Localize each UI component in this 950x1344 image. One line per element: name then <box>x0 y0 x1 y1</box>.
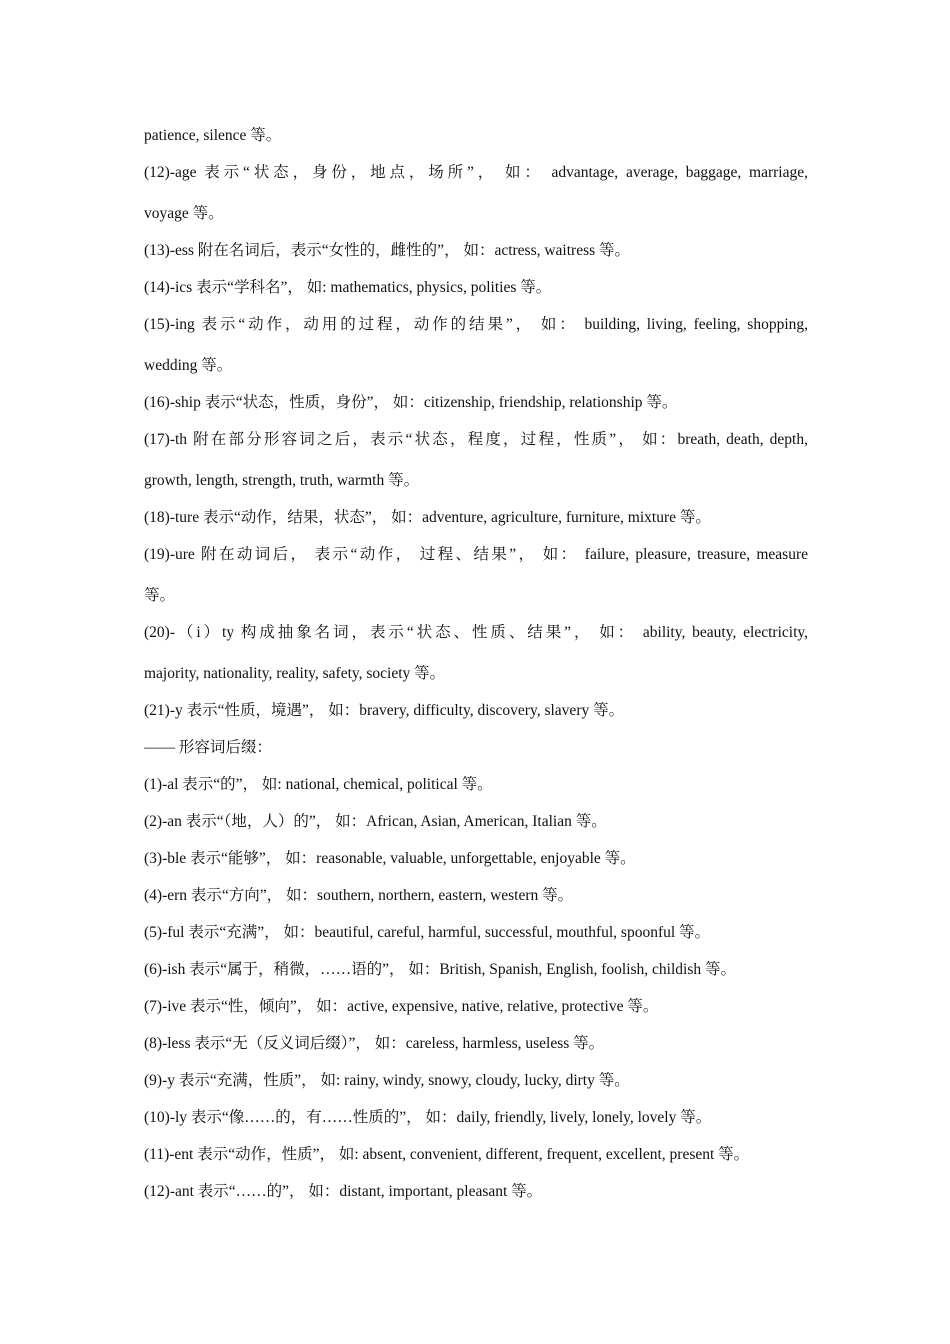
document-body <box>144 122 808 1215</box>
text-line: (6)-ish 表示“属于，稍微，……语的”， 如：British, Spanish, English, foolish, childish 等。 <box>144 961 736 978</box>
text-line: (16)-ship 表示“状态，性质，身份”， 如：citizenship, friendship, relationship 等。 <box>144 394 678 411</box>
text-line: (11)-ent 表示“动作，性质”， 如: absent, convenient, different, frequent, excellent, present 等。 <box>144 1146 750 1163</box>
text-line: growth, length, strength, truth, warmth 等。 <box>144 472 420 489</box>
text-line: (2)-an 表示“（地，人）的”， 如：African, Asian, American, Italian 等。 <box>144 813 607 830</box>
text-line: (13)-ess 附在名词后，表示“女性的，雌性的”， 如：actress, waitress 等。 <box>144 242 631 259</box>
text-line: (19)-ure 附在动词后， 表示“动作， 过程、结果”， 如： failure, pleasure, treasure, measure <box>144 546 808 563</box>
text-line: (14)-ics 表示“学科名”， 如: mathematics, physics, polities 等。 <box>144 279 552 296</box>
text-line: (12)-age 表示“状态，身份，地点，场所”， 如： advantage, average, baggage, marriage, <box>144 164 808 181</box>
text-line: (5)-ful 表示“充满”， 如：beautiful, careful, harmful, successful, mouthful, spoonful 等。 <box>144 924 711 941</box>
text-line: (7)-ive 表示“性，倾向”， 如：active, expensive, native, relative, protective 等。 <box>144 998 659 1015</box>
text-line: (1)-al 表示“的”， 如: national, chemical, political 等。 <box>144 776 493 793</box>
text-line: (12)-ant 表示“……的”， 如：distant, important, pleasant 等。 <box>144 1183 543 1200</box>
text-line: (15)-ing 表示“动作，动用的过程，动作的结果”， 如： building, living, feeling, shopping, <box>144 316 808 333</box>
text-line: (18)-ture 表示“动作，结果，状态”， 如：adventure, agriculture, furniture, mixture 等。 <box>144 509 711 526</box>
text-line: (20)-（i）ty 构成抽象名词，表示“状态、性质、结果”， 如： ability, beauty, electricity, <box>144 624 808 641</box>
text-line: (8)-less 表示“无（反义词后缀）”， 如：careless, harmless, useless 等。 <box>144 1035 605 1052</box>
text-line: (4)-ern 表示“方向”， 如：southern, northern, eastern, western 等。 <box>144 887 574 904</box>
text-line: (9)-y 表示“充满，性质”， 如: rainy, windy, snowy, cloudy, lucky, dirty 等。 <box>144 1072 630 1089</box>
text-line: —— 形容词后缀： <box>144 739 272 756</box>
text-line: (3)-ble 表示“能够”， 如：reasonable, valuable, unforgettable, enjoyable 等。 <box>144 850 636 867</box>
text-line: majority, nationality, reality, safety, society 等。 <box>144 665 446 682</box>
text-line: voyage 等。 <box>144 205 224 222</box>
text-line: (21)-y 表示“性质，境遇”， 如：bravery, difficulty, discovery, slavery 等。 <box>144 702 625 719</box>
text-line: (17)-th 附在部分形容词之后，表示“状态，程度，过程，性质”， 如：breath, death, depth, <box>144 431 808 448</box>
text-line: wedding 等。 <box>144 357 233 374</box>
text-line: patience, silence 等。 <box>144 127 282 144</box>
text-line: (10)-ly 表示“像……的，有……性质的”， 如：daily, friendly, lively, lonely, lovely 等。 <box>144 1109 712 1126</box>
text-line: 等。 <box>144 587 176 604</box>
